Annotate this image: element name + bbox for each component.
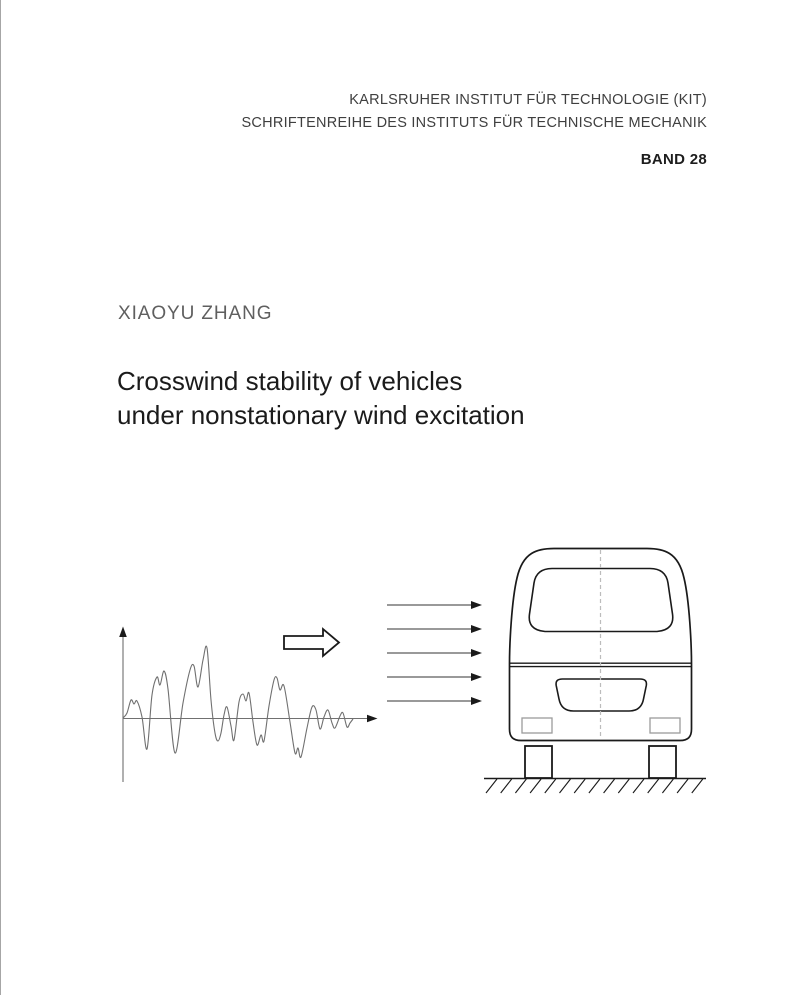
wind-arrow-head-icon-2	[471, 625, 482, 633]
wind-arrow-head-icon-5	[471, 697, 482, 705]
support-block-right	[649, 746, 676, 778]
wind-arrow-head-icon-3	[471, 649, 482, 657]
institute-line-2: SCHRIFTENREIHE DES INSTITUTS FÜR TECHNISCHE MECHANIK	[241, 115, 707, 131]
support-block-left	[525, 746, 552, 778]
flow-direction-arrow-icon	[284, 629, 339, 656]
ground-hatch-mark	[677, 779, 688, 793]
title-line-2: under nonstationary wind excitation	[117, 400, 525, 430]
ground-hatch-mark	[662, 779, 673, 793]
ground-hatch-mark	[648, 779, 659, 793]
ground-hatch-mark	[486, 779, 497, 793]
signal-x-axis-arrowhead-icon	[367, 715, 378, 722]
author-name: XIAOYU ZHANG	[118, 303, 273, 324]
ground-hatch-mark	[692, 779, 703, 793]
wind-signal-curve	[123, 646, 353, 758]
ground-hatch-mark	[530, 779, 541, 793]
ground-hatch-mark	[604, 779, 615, 793]
ground-hatch-mark	[515, 779, 526, 793]
ground-hatch-mark	[618, 779, 629, 793]
ground-hatch-mark	[560, 779, 571, 793]
series-volume-label: BAND 28	[640, 151, 707, 168]
ground-hatch-mark	[589, 779, 600, 793]
institute-line-1: KARLSRUHER INSTITUT FÜR TECHNOLOGIE (KIT)	[349, 92, 707, 108]
wind-arrow-head-icon-1	[471, 601, 482, 609]
ground-hatch-mark	[501, 779, 512, 793]
cover-figure	[1, 0, 803, 995]
ground-hatch-mark	[574, 779, 585, 793]
ground-hatch-mark	[545, 779, 556, 793]
signal-y-axis-arrowhead-icon	[119, 627, 127, 638]
ground-hatch-mark	[633, 779, 644, 793]
title-line-1: Crosswind stability of vehicles	[117, 366, 463, 396]
wind-arrow-head-icon-4	[471, 673, 482, 681]
